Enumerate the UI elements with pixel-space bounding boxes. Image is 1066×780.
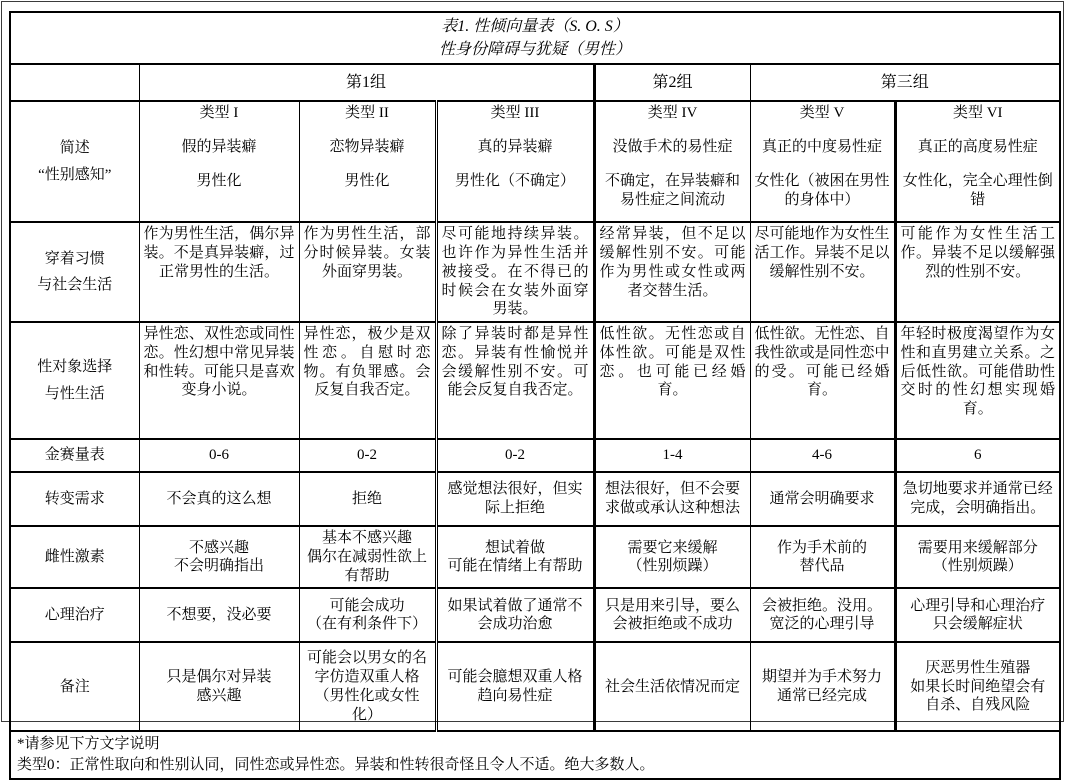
cell-text-line: 偶尔在减弱性欲上有帮助 (306, 548, 427, 584)
cell-summary-type-3 (436, 101, 594, 222)
footnote-row (10, 731, 1060, 779)
row-header-line: 性对象选择 (37, 358, 113, 375)
cell-dressing-type-2 (299, 222, 436, 322)
row-header-estrogen (10, 526, 139, 588)
row-header-line: “性别感知” (38, 166, 112, 183)
cell-therapy-type-5 (750, 588, 895, 642)
cell-notes-type-2 (299, 642, 436, 731)
cell-text-line: 假的异装癖 (181, 139, 257, 156)
cell-text-line: 不会真的这么想 (166, 490, 272, 507)
cell-sexlife-type-1 (139, 322, 299, 439)
cell-text-line: 不想要，没必要 (166, 607, 272, 623)
cell-text-line: 异性恋、双性恋或同性恋。性幻想中常见异装和性转。可能只是喜欢变身小说。 (143, 326, 295, 399)
cell-text-line: 4-6 (812, 447, 832, 464)
row-header-summary (10, 101, 139, 222)
row-header-line: 雌性激素 (44, 548, 105, 565)
table-body (10, 101, 1060, 731)
cell-text-line: 可能会成功 (329, 597, 405, 614)
row-header-transition (10, 472, 139, 526)
cell-text-line: 真正的中度易性症 (761, 139, 882, 156)
cell-sexlife-type-3 (436, 322, 594, 439)
cell-sexlife-type-5 (750, 322, 895, 439)
cell-text-line: 类型 V (799, 105, 845, 122)
cell-text-line: 类型 III (490, 105, 540, 122)
cell-text-line: 需要用来缓解部分 (917, 539, 1038, 556)
cell-text-line: 需要它来缓解 (627, 539, 718, 556)
cell-text-line: 只是偶尔对异装 (166, 669, 272, 686)
cell-text-line: 可能在情绪上有帮助 (447, 558, 583, 575)
cell-text-line: （在有利条件下） (306, 616, 427, 633)
cell-dressing-type-3 (436, 222, 594, 322)
cell-text-line: 0-6 (209, 447, 229, 464)
cell-text-line: 想试着做 (484, 539, 545, 556)
cell-text-line: 社会生活依情况而定 (604, 678, 740, 695)
footnote-cell (10, 731, 1060, 779)
cell-transition-type-1 (139, 472, 299, 526)
cell-text-line: 自杀、自残风险 (925, 697, 1031, 714)
cell-text-line: 作为男性生活，偶尔异装。不是真异装癖，过正常男性的生活。 (143, 226, 295, 280)
cell-text-line: 会被拒绝。没用。 (761, 597, 882, 614)
group-3-header: 第三组 (750, 64, 1060, 101)
cell-text-line: 拒绝 (351, 490, 382, 507)
corner-cell (10, 64, 139, 101)
row-header-therapy (10, 588, 139, 642)
row-header-kinsey (10, 439, 139, 472)
cell-text-line: 女性化，完全心理性倒错 (902, 172, 1053, 208)
cell-text-line: 低性欲。无性恋或自体性欲。可能是双性恋。也可能已经婚育。 (599, 326, 746, 399)
cell-transition-type-4 (594, 472, 750, 526)
row-header-line: 与性生活 (44, 385, 105, 402)
cell-text-line: 只是用来引导，要么会被拒绝或不成功 (604, 597, 740, 633)
cell-text-line: 趋向易性症 (477, 687, 553, 704)
cell-kinsey-type-3 (436, 439, 594, 472)
cell-text-line: 异性恋，极少是双性恋。自慰时恋物。有负罪感。会反复自我否定。 (303, 326, 431, 399)
cell-text-line: 宽泛的心理引导 (769, 616, 875, 633)
table-subtitle: 性身份障碍与犹疑（男性） (438, 41, 631, 59)
cell-therapy-type-4 (594, 588, 750, 642)
row-kinsey (10, 439, 1060, 472)
cell-text-line: 尽可能地作为女性生活工作。异装不足以缓解性别不安。 (754, 226, 890, 280)
cell-text-line: 心理引导和心理治疗 (910, 597, 1046, 614)
cell-therapy-type-1 (139, 588, 299, 642)
cell-text-line: 除了异装时都是异性恋。异装有性愉悦并会缓解性别不安。可能会反复自我否定。 (441, 326, 589, 399)
cell-text-line: 通常会明确要求 (769, 490, 875, 507)
cell-estrogen-type-2 (299, 526, 436, 588)
row-estrogen (10, 526, 1060, 588)
cell-text-line: 类型 IV (647, 105, 698, 122)
cell-transition-type-2 (299, 472, 436, 526)
cell-text-line: 6 (974, 447, 982, 464)
cell-notes-type-6 (895, 642, 1060, 731)
cell-kinsey-type-5 (750, 439, 895, 472)
cell-estrogen-type-4 (594, 526, 750, 588)
table-foot-section (10, 731, 1060, 779)
cell-text-line: 年轻时极度渴望作为女性和直男建立关系。之后低性欲。可能借助性交时的性幻想实现婚育。 (900, 326, 1055, 418)
cell-text-line: 作为男性生活，部分时候异装。女装外面穿男装。 (303, 226, 431, 280)
cell-transition-type-5 (750, 472, 895, 526)
cell-text-line: 可能作为女性生活工作。异装不足以缓解强烈的性别不安。 (900, 226, 1055, 280)
cell-kinsey-type-6 (895, 439, 1060, 472)
cell-text-line: 厌恶男性生殖器 (925, 659, 1031, 676)
cell-estrogen-type-6 (895, 526, 1060, 588)
cell-dressing-type-1 (139, 222, 299, 322)
row-header-line: 备注 (59, 678, 90, 695)
cell-text-line: 低性欲。无性恋、自我性欲或是同性恋中的受。可能已经婚育。 (754, 326, 890, 399)
row-header-line: 简述 (59, 140, 90, 157)
cell-text-line: 1-4 (662, 447, 683, 464)
row-header-line: 穿着习惯 (44, 250, 105, 267)
cell-summary-type-1 (139, 101, 299, 222)
cell-sexlife-type-2 (299, 322, 436, 439)
cell-transition-type-6 (895, 472, 1060, 526)
row-header-line: 心理治疗 (44, 607, 105, 623)
group-2-header: 第2组 (594, 64, 750, 101)
cell-text-line: 女性化（被困在男性的身体中） (754, 172, 890, 208)
cell-text-line: 恋物异装癖 (329, 139, 405, 156)
cell-text-line: 期望并为手术努力 (761, 669, 882, 686)
row-notes (10, 642, 1060, 731)
cell-kinsey-type-1 (139, 439, 299, 472)
row-summary (10, 101, 1060, 222)
cell-text-line: 0-2 (505, 447, 525, 464)
cell-summary-type-4 (594, 101, 750, 222)
cell-kinsey-type-2 (299, 439, 436, 472)
cell-kinsey-type-4 (594, 439, 750, 472)
cell-text-line: 男性化 (196, 172, 242, 189)
cell-text-line: 只会缓解症状 (932, 616, 1023, 633)
cell-text-line: 可能会臆想双重人格 (447, 669, 583, 686)
cell-dressing-type-5 (750, 222, 895, 322)
group-1-header: 第1组 (139, 64, 594, 101)
cell-notes-type-4 (594, 642, 750, 731)
row-header-notes (10, 642, 139, 731)
cell-text-line: 真的异装癖 (477, 139, 553, 156)
cell-text-line: 不感兴趣 (188, 539, 249, 556)
cell-text-line: 通常已经完成 (776, 687, 867, 704)
group-header-row (10, 64, 1060, 101)
row-transition (10, 472, 1060, 526)
row-header-dressing (10, 222, 139, 322)
sos-table (9, 11, 1061, 780)
row-header-line: 金赛量表 (44, 447, 105, 464)
cell-notes-type-1 (139, 642, 299, 731)
cell-text-line: 真正的高度易性症 (917, 139, 1038, 156)
cell-text-line: 不确定，在异装癖和易性症之间流动 (604, 172, 740, 208)
cell-text-line: 想法很好，但不会要求做或承认这种想法 (604, 481, 740, 517)
cell-text-line: 感觉想法很好，但实际上拒绝 (447, 481, 583, 517)
row-header-line: 转变需求 (44, 490, 105, 507)
cell-text-line: （性别烦躁） (932, 558, 1023, 575)
cell-summary-type-5 (750, 101, 895, 222)
footnote-reference: *请参见下方文字说明 (17, 736, 160, 753)
cell-text-line: 类型 VI (952, 105, 1003, 122)
cell-notes-type-5 (750, 642, 895, 731)
cell-text-line: 替代品 (799, 558, 845, 575)
cell-therapy-type-6 (895, 588, 1060, 642)
cell-text-line: 如果试着做了通常不会成功治愈 (447, 597, 583, 633)
cell-text-line: 作为手术前的 (776, 539, 867, 556)
cell-estrogen-type-3 (436, 526, 594, 588)
cell-text-line: 基本不感兴趣 (321, 530, 412, 547)
row-header-sexlife (10, 322, 139, 439)
cell-transition-type-3 (436, 472, 594, 526)
cell-text-line: 男性化（不确定） (454, 172, 575, 189)
cell-text-line: 如果长时间绝望会有 (910, 678, 1046, 695)
cell-dressing-type-4 (594, 222, 750, 322)
cell-summary-type-2 (299, 101, 436, 222)
cell-dressing-type-6 (895, 222, 1060, 322)
cell-estrogen-type-1 (139, 526, 299, 588)
cell-text-line: 没做手术的易性症 (612, 139, 733, 156)
cell-sexlife-type-4 (594, 322, 750, 439)
cell-therapy-type-3 (436, 588, 594, 642)
cell-text-line: 0-2 (357, 447, 377, 464)
table-title: 表1. 性倾向量表（S. O. S） (441, 18, 629, 35)
cell-text-line: 尽可能地持续异装。也许作为异性生活并被接受。在不得已的时候会在女装外面穿男装。 (441, 226, 589, 318)
cell-summary-type-6 (895, 101, 1060, 222)
page-frame (1, 1, 1064, 774)
row-therapy (10, 588, 1060, 642)
cell-text-line: 急切地要求并通常已经完成，会明确指出。 (902, 481, 1053, 517)
footnote-type0: 类型0：正常性取向和性别认同，同性恋或异性恋。异装和性转很奇怪且令人不适。绝大多数人。 (17, 757, 655, 774)
cell-text-line: 感兴趣 (196, 687, 242, 704)
cell-text-line: 男性化 (344, 172, 390, 189)
title-cell (10, 12, 1060, 64)
cell-therapy-type-2 (299, 588, 436, 642)
row-dressing (10, 222, 1060, 322)
cell-estrogen-type-5 (750, 526, 895, 588)
cell-text-line: 类型 II (345, 105, 389, 122)
cell-text-line: 经常异装，但不足以缓解性别不安。可能作为男性或女性或两者交替生活。 (599, 226, 746, 299)
cell-sexlife-type-6 (895, 322, 1060, 439)
title-row (10, 12, 1060, 64)
cell-text-line: 不会明确指出 (173, 558, 264, 575)
row-header-line: 与社会生活 (37, 277, 113, 294)
cell-text-line: （性别烦躁） (627, 558, 718, 575)
cell-text-line: 可能会以男女的名字仿造双重人格（男性化或女性化） (306, 650, 427, 723)
cell-notes-type-3 (436, 642, 594, 731)
row-sexlife (10, 322, 1060, 439)
cell-text-line: 类型 I (199, 105, 239, 122)
table-head-section (10, 12, 1060, 101)
